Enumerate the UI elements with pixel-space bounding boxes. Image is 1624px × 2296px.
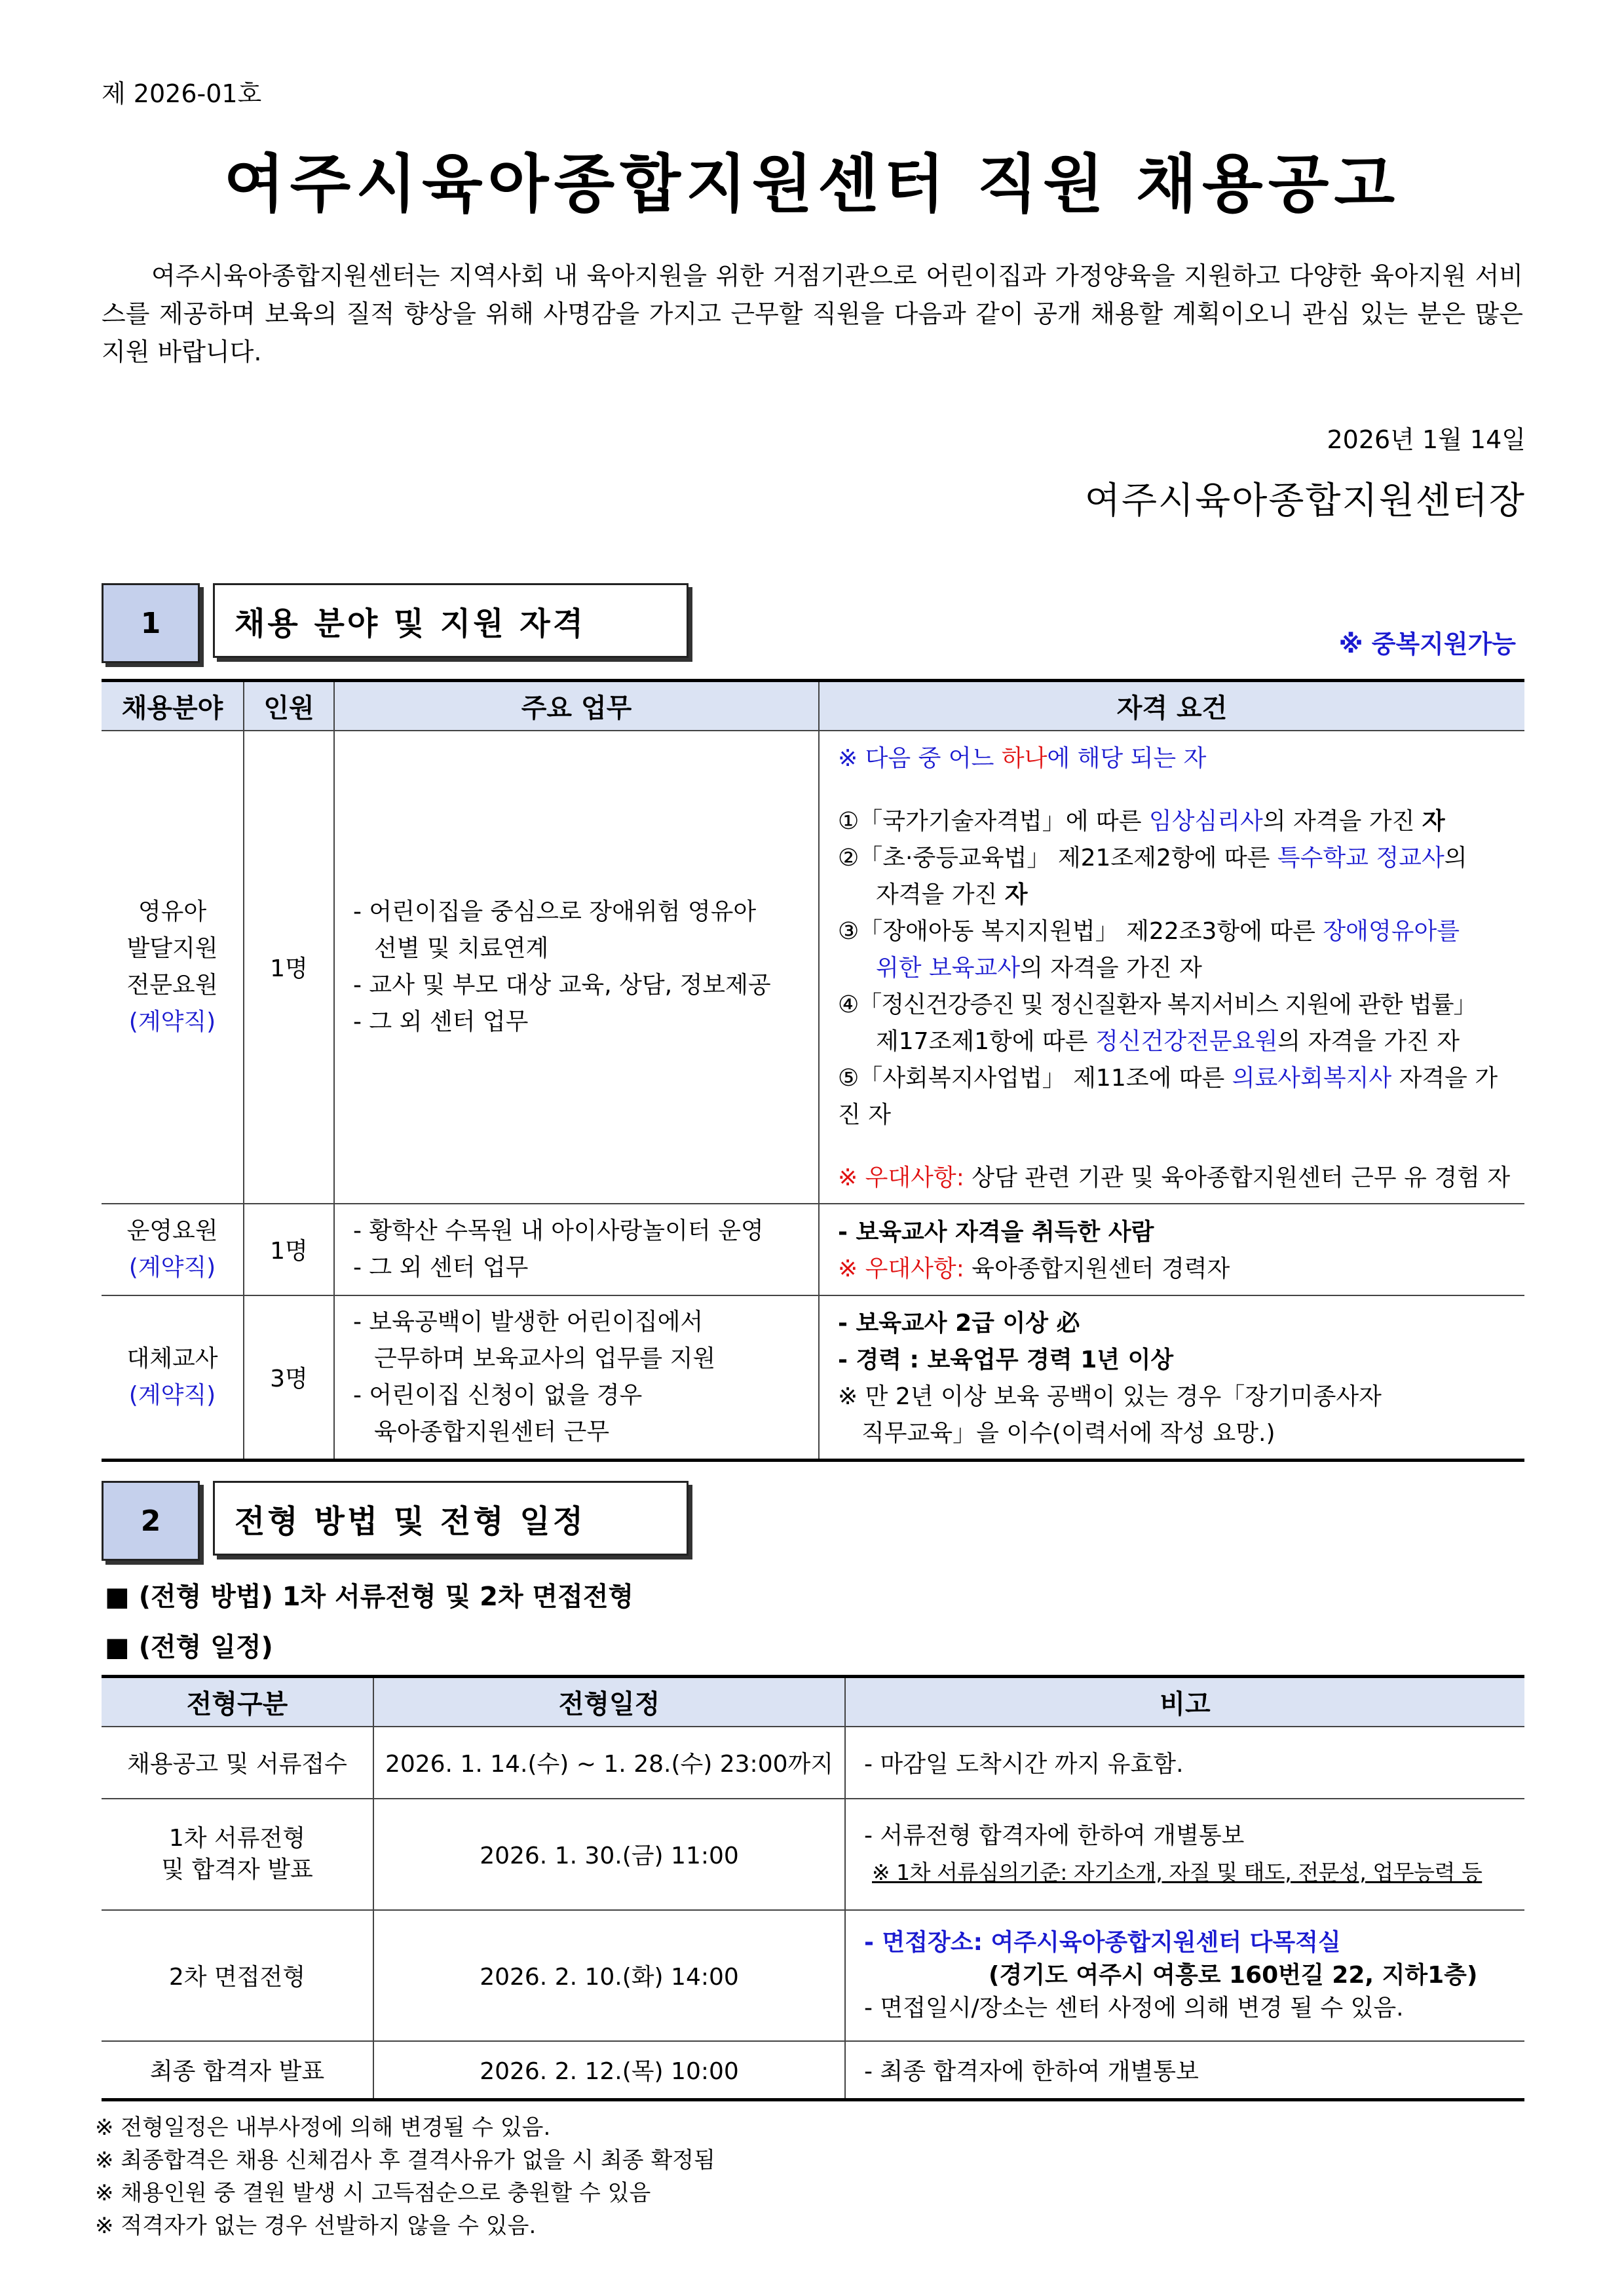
field-cell: 대체교사 (계약직): [102, 1295, 244, 1461]
header-qualifications: 자격 요건: [819, 681, 1524, 731]
table-row: 채용공고 및 서류접수 2026. 1. 14.(수) ~ 1. 28.(수) 23:00까지 - 마감일 도착시간 까지 유효함.: [102, 1727, 1524, 1799]
recruitment-table: [102, 679, 1524, 1462]
header-date: 전형일정: [373, 1677, 845, 1727]
field-cell: 영유아 발달지원 전문요원 (계약직): [102, 731, 244, 1204]
table-row: [102, 1295, 1524, 1461]
table-row: [102, 731, 1524, 1204]
schedule-label: ■ (전형 일정): [105, 1632, 273, 1662]
table-row: [102, 1204, 1524, 1295]
section-2-title: 전형 방법 및 전형 일정: [213, 1481, 689, 1556]
intro-paragraph: 여주시육아종합지원센터는 지역사회 내 육아지원을 위한 거점기관으로 어린이집과 가정양육을 지원하고 다양한 육아지원 서비스를 제공하며 보육의 질적 향상을 위해 사명감을 가지고 근무할 직원을 다음과 같이 공개 채용할 계획이오니 관심 있는 분은 많은 지원 바랍니다.: [102, 261, 1523, 366]
duties-cell: - 보육공백이 발생한 어린이집에서 근무하며 보육교사의 업무를 지원 - 어린이집 신청이 없을 경우 육아종합지원센터 근무: [334, 1295, 819, 1461]
count-cell: 3명: [244, 1295, 334, 1461]
header-field: 채용분야: [102, 681, 244, 731]
table-row: 2차 면접전형 2026. 2. 10.(화) 14:00 - 면접장소: 여주시육아종합지원센터 다목적실 (경기도 여주시 여흥로 160번길 22, 지하1층) - 면접일시/장소는 센터 사정에 의해 변경 될 수 있음.: [102, 1910, 1524, 2041]
header-duties: 주요 업무: [334, 681, 819, 731]
table-row: 최종 합격자 발표 2026. 2. 12.(목) 10:00 - 최종 합격자에 한하여 개별통보: [102, 2041, 1524, 2100]
duties-cell: - 황학산 수목원 내 아이사랑놀이터 운영 - 그 외 센터 업무: [334, 1204, 819, 1295]
qualifications-cell: ※ 다음 중 어느 하나에 해당 되는 자 ①「국가기술자격법」에 따른 임상심리사의 자격을 가진 자 ②「초·중등교육법」 제21조제2항에 따른 특수학교 정교사의 자격을 가진 자 ③「장애아동 복지지원법」 제22조3항에 따른 장애영유아를 위한 보육교사의 자격을 가진 자 ④「정신건강증진 및 정신질환자 복지서비스 지원에 관한 법률」 제17조제1항에 따른 정신건강전문요원의 자격을 가진 자 ⑤「사회복지사업법」 제11조에 따른 의료사회복지사 자격을 가진 자 ※ 우대사항: 상담 관련 기관 및 육아종합지원센터 근무 유 경험 자: [819, 731, 1524, 1204]
header-remarks: 비고: [845, 1677, 1524, 1727]
notice-date: 2026년 1월 14일: [1327, 425, 1526, 454]
signature: 여주시육아종합지원센터장: [1084, 480, 1526, 522]
section-1-number: 1: [102, 583, 200, 663]
field-cell: 운영요원 (계약직): [102, 1204, 244, 1295]
duplicate-application-note: ※ 중복지원가능: [1338, 630, 1516, 659]
duties-cell: - 어린이집을 중심으로 장애위험 영유아 선별 및 치료연계 - 교사 및 부모 대상 교육, 상담, 정보제공 - 그 외 센터 업무: [334, 731, 819, 1204]
qualifications-cell: - 보육교사 2급 이상 必 - 경력 : 보육업무 경력 1년 이상 ※ 만 2년 이상 보육 공백이 있는 경우「장기미종사자 직무교육」을 이수(이력서에 작성 요망.): [819, 1295, 1524, 1461]
page-title: 여주시육아종합지원센터 직원 채용공고: [223, 147, 1401, 221]
qualifications-cell: - 보육교사 자격을 취득한 사람 ※ 우대사항: 육아종합지원센터 경력자: [819, 1204, 1524, 1295]
selection-method: ■ (전형 방법) 1차 서류전형 및 2차 면접전형: [105, 1582, 634, 1612]
table-row: 1차 서류전형 및 합격자 발표 2026. 1. 30.(금) 11:00 - 서류전형 합격자에 한하여 개별통보 ※ 1차 서류심의기준: 자기소개, 자질 및 태도, 전문성, 업무능력 등: [102, 1799, 1524, 1910]
section-1-title: 채용 분야 및 지원 자격: [213, 583, 689, 658]
schedule-table: [102, 1675, 1524, 2101]
document-number: 제 2026-01호: [102, 79, 262, 108]
footnotes: ※ 전형일정은 내부사정에 의해 변경될 수 있음. ※ 최종합격은 채용 신체검사 후 결격사유가 없을 시 최종 확정됨 ※ 채용인원 중 결원 발생 시 고득점순으로 충원할 수 있음 ※ 적격자가 없는 경우 선발하지 않을 수 있음.: [95, 2114, 715, 2239]
count-cell: 1명: [244, 1204, 334, 1295]
header-stage: 전형구분: [102, 1677, 373, 1727]
count-cell: 1명: [244, 731, 334, 1204]
header-count: 인원: [244, 681, 334, 731]
section-2-number: 2: [102, 1481, 200, 1561]
